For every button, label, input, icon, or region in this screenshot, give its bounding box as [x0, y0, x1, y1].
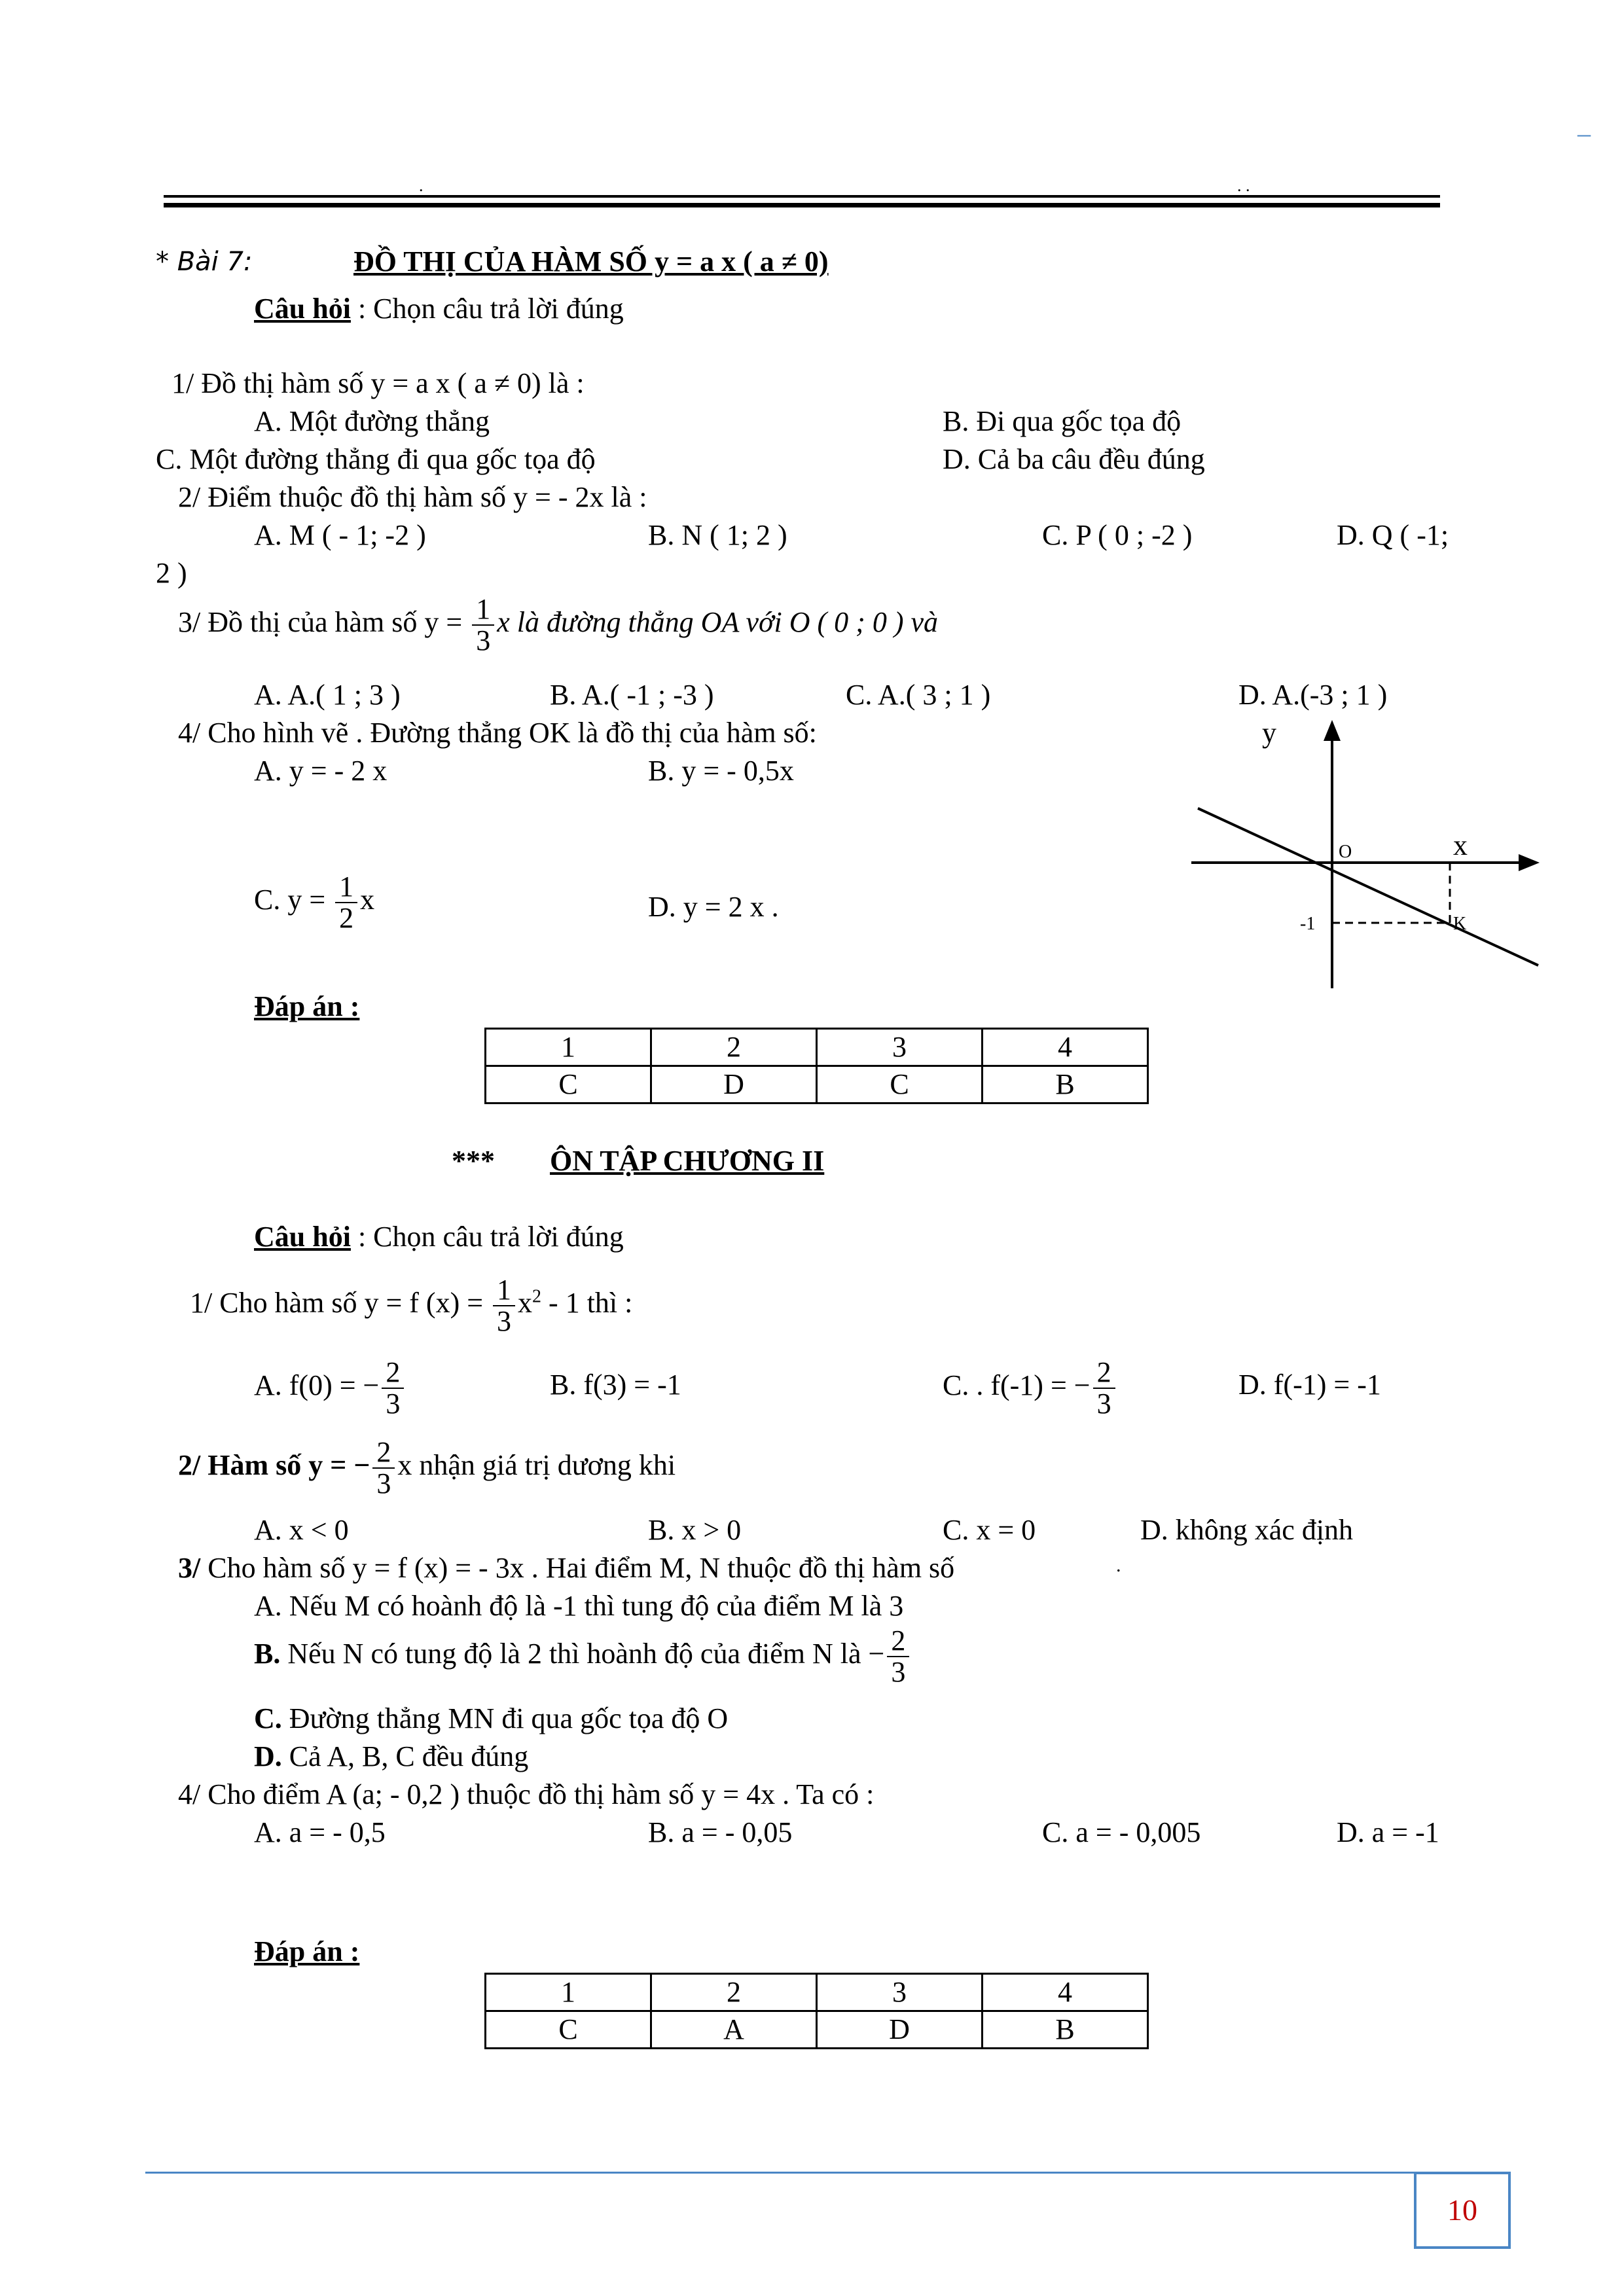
- q1-option-d: D. Cả ba câu đều đúng: [943, 443, 1205, 475]
- s2-q4-option-a: A. a = - 0,5: [254, 1816, 386, 1848]
- s2-q1-fraction: $\frac{1}{3}$: [493, 1275, 515, 1336]
- q4-option-d: D. y = 2 x .: [648, 891, 779, 923]
- header-rule-top: [164, 195, 1440, 198]
- s2-q1-option-a: A. f(0) = − $\frac{2}{3}$: [254, 1357, 406, 1419]
- q3-option-a: A. A.( 1 ; 3 ): [254, 679, 401, 711]
- answer-table-1-answer-row: [486, 1066, 1148, 1103]
- q2-option-d-cont: 2 ): [156, 557, 187, 589]
- s2-q3-option-d: D. Cả A, B, C đều đúng: [254, 1740, 529, 1772]
- prompt-2-text: : Chọn câu trả lời đúng: [350, 1221, 624, 1253]
- answer-table-2-header-row: [486, 1974, 1148, 2011]
- q2-option-d: D. Q ( -1;: [1337, 519, 1449, 551]
- s2-q3-text: 3/ Cho hàm số y = f (x) = - 3x . Hai điểm M, N thuộc đồ thị hàm số: [178, 1552, 955, 1584]
- s2-q3-option-b: B. Nếu N có tung độ là 2 thì hoành độ của điểm N là − $\frac{2}{3}$: [254, 1626, 912, 1687]
- corner-mark: –: [1578, 118, 1591, 148]
- lesson-title: ĐỒ THỊ CỦA HÀM SỐ y = a x ( a ≠ 0): [353, 245, 829, 278]
- table-cell: C: [486, 2011, 651, 2049]
- s2-q3-option-a: A. Nếu M có hoành độ là -1 thì tung độ của điểm M là 3: [254, 1590, 904, 1622]
- s2-q2-option-d: D. không xác định: [1140, 1514, 1354, 1546]
- origin-label: O: [1339, 842, 1352, 862]
- table-cell: B: [983, 1066, 1148, 1103]
- prompt-text: : Chọn câu trả lời đúng: [350, 293, 624, 325]
- q3-fraction: $\frac{1}{3}$: [472, 594, 494, 656]
- section2-stars: ***: [452, 1145, 495, 1177]
- q1-option-a: A. Một đường thẳng: [254, 405, 490, 437]
- s2-q2-option-c: C. x = 0: [943, 1514, 1036, 1546]
- s2-q1-option-c: C. . f(-1) = − $\frac{2}{3}$: [943, 1357, 1118, 1419]
- q3-option-c: C. A.( 3 ; 1 ): [846, 679, 991, 711]
- table-cell: 4: [983, 1029, 1148, 1066]
- s2-q4-text: 4/ Cho điểm A (a; - 0,2 ) thuộc đồ thị hàm số y = 4x . Ta có :: [178, 1778, 875, 1810]
- table-cell: 2: [651, 1029, 817, 1066]
- header-dot-left: .: [419, 176, 424, 195]
- answer-label-2: Đáp án :: [254, 1935, 360, 1967]
- footer-rule: [145, 2172, 1422, 2174]
- s2-q1-text: 1/ Cho hàm số y = f (x) = $\frac{1}{3}$ $x^2 - 1$ thì :: [190, 1274, 633, 1337]
- s2-q2-option-a: A. x < 0: [254, 1514, 349, 1546]
- x-label: x: [1453, 829, 1468, 861]
- table-cell: C: [486, 1066, 651, 1103]
- q4-c-fraction: $\frac{1}{2}$: [335, 872, 357, 933]
- table-cell: B: [983, 2011, 1148, 2049]
- s2-q2-option-b: B. x > 0: [648, 1514, 742, 1546]
- table-cell: A: [651, 2011, 817, 2049]
- k-label: K: [1453, 914, 1467, 934]
- q4-option-b: B. y = - 0,5x: [648, 755, 794, 787]
- q3-option-d: D. A.(-3 ; 1 ): [1238, 679, 1388, 711]
- s2-q4-option-d: D. a = -1: [1337, 1816, 1439, 1848]
- table-cell: D: [651, 1066, 817, 1103]
- y-label: y: [1262, 717, 1276, 749]
- table-cell: 3: [817, 1974, 983, 2011]
- answer-table-2-answer-row: [486, 2011, 1148, 2049]
- q2-option-b: B. N ( 1; 2 ): [648, 519, 787, 551]
- q3-text: [178, 594, 938, 656]
- prompt-2-label: Câu hỏi: [254, 1221, 351, 1253]
- answer-table-2: [484, 1973, 1149, 2049]
- s2-q1-option-d: D. f(-1) = -1: [1238, 1369, 1381, 1401]
- s2-q1-c-fraction: $\frac{2}{3}$: [1093, 1357, 1115, 1419]
- lesson-prefix: * Bài 7:: [156, 247, 253, 277]
- s2-q4-option-b: B. a = - 0,05: [648, 1816, 793, 1848]
- table-cell: 4: [983, 1974, 1148, 2011]
- s2-q3-b-fraction: $\frac{2}{3}$: [887, 1626, 909, 1687]
- s2-q4-option-c: C. a = - 0,005: [1042, 1816, 1201, 1848]
- s2-q3-trail-dot: .: [1116, 1554, 1121, 1576]
- table-cell: 1: [486, 1029, 651, 1066]
- section2-title: ÔN TẬP CHƯƠNG II: [550, 1145, 825, 1177]
- s2-q2-text: 2/ Hàm số y = − $\frac{2}{3}$ x nhận giá trị dương khi: [178, 1436, 676, 1499]
- table-cell: C: [817, 1066, 983, 1103]
- q4-text: 4/ Cho hình vẽ . Đường thẳng OK là đồ thị của hàm số:: [178, 717, 817, 749]
- q3-pre: 3/ Đồ thị của hàm số y =: [178, 606, 463, 639]
- table-cell: D: [817, 2011, 983, 2049]
- s2-q1-a-fraction: $\frac{2}{3}$: [382, 1357, 404, 1419]
- q2-option-c: C. P ( 0 ; -2 ): [1042, 519, 1193, 551]
- answer-table-1-header-row: [486, 1029, 1148, 1066]
- q3-option-b: B. A.( -1 ; -3 ): [550, 679, 714, 711]
- q2-option-a: A. M ( - 1; -2 ): [254, 519, 426, 551]
- y-axis-arrow: [1324, 720, 1341, 741]
- minus-one-label: -1: [1300, 914, 1316, 934]
- prompt-2: [254, 1220, 624, 1254]
- header-rule-bottom: [164, 203, 1440, 207]
- s2-q3-option-c: C. Đường thẳng MN đi qua gốc tọa độ O: [254, 1702, 729, 1734]
- answer-label-1: Đáp án :: [254, 990, 360, 1022]
- q2-text: 2/ Điểm thuộc đồ thị hàm số y = - 2x là :: [178, 481, 647, 513]
- q4-option-a: A. y = - 2 x: [254, 755, 388, 787]
- answer-table-1: [484, 1028, 1149, 1104]
- q3-post: x là đường thẳng OA với O ( 0 ; 0 ) và: [497, 606, 939, 639]
- s2-q2-fraction: $\frac{2}{3}$: [372, 1437, 395, 1499]
- page-number: 10: [1414, 2172, 1511, 2249]
- q1-option-c: C. Một đường thẳng đi qua gốc tọa độ: [156, 443, 596, 475]
- table-cell: 2: [651, 1974, 817, 2011]
- x-axis-arrow: [1519, 854, 1540, 871]
- table-cell: 1: [486, 1974, 651, 2011]
- q1-option-b: B. Đi qua gốc tọa độ: [943, 405, 1182, 437]
- line-ok: [1198, 808, 1538, 965]
- q4-option-c: C. y = $\frac{1}{2}$ x: [254, 870, 375, 934]
- header-dot-right: . .: [1237, 176, 1250, 195]
- table-cell: 3: [817, 1029, 983, 1066]
- q1-text: 1/ Đồ thị hàm số y = a x ( a ≠ 0) là :: [171, 367, 585, 399]
- prompt-label: Câu hỏi: [254, 293, 351, 325]
- s2-q1-option-b: B. f(3) = -1: [550, 1369, 681, 1401]
- function-graph: [1172, 713, 1545, 1008]
- prompt: [254, 292, 624, 326]
